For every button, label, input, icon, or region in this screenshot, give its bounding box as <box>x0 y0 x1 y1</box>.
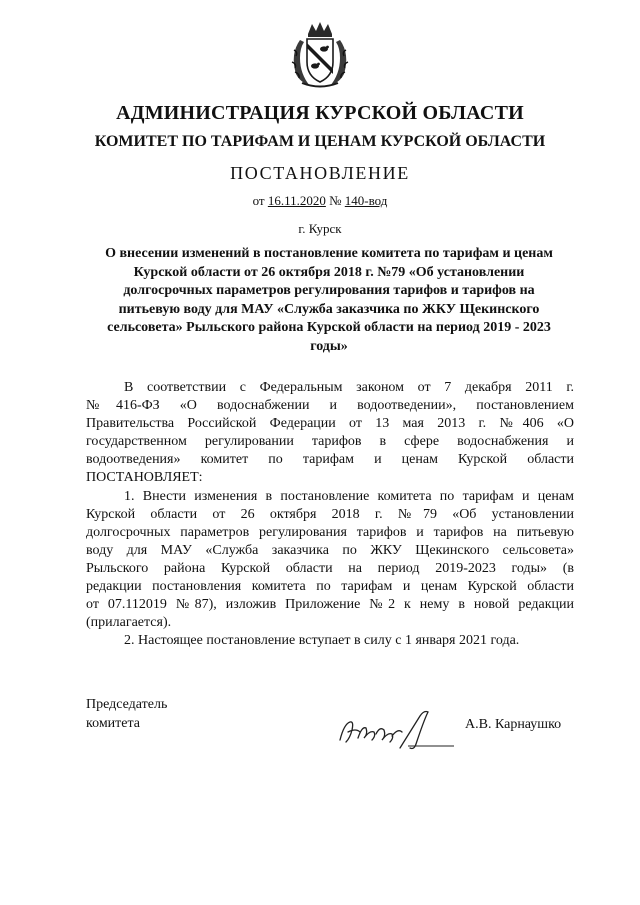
item1-line: Рыльского района Курской области на период 2019-2023 годы» (в <box>86 560 574 576</box>
subject-line: сельсовета» Рыльского района Курской области на период 2019 - 2023 <box>107 320 551 336</box>
item1-line: редакции постановления комитета по тарифам и ценам Курской области <box>86 579 574 595</box>
subject-line: долгосрочных параметров регулирования тарифов и тарифов на <box>123 283 535 299</box>
preamble-line: водоотведения» комитет по тарифам и ценам Курской области <box>86 452 574 468</box>
organization-title: АДМИНИСТРАЦИЯ КУРСКОЙ ОБЛАСТИ <box>116 102 524 124</box>
subject-line: годы» <box>310 338 348 354</box>
document-subject <box>78 245 580 357</box>
preamble-line: Правительства Российской Федерации от 13 мая 2013 г. №406 «О <box>86 416 574 432</box>
kursk-coat-of-arms-icon <box>286 20 354 90</box>
document-date: 16.11.2020 <box>267 193 326 208</box>
document-city: г. Курск <box>298 221 342 236</box>
document-date-number <box>0 193 640 209</box>
preamble-line: государственном регулировании тарифов в сфере водоснабжения и <box>86 434 574 450</box>
preamble-line: №416-ФЗ «О водоснабжении и водоотведении», постановлением <box>86 398 574 414</box>
document-body <box>86 379 574 650</box>
signer-name: А.В. Карнаушко <box>465 717 562 732</box>
item1-line: Курской области от 26 октября 2018 г. №79 «Об установлении <box>86 506 574 522</box>
subject-line: О внесении изменений в постановление комитета по тарифам и ценам <box>105 246 553 261</box>
document-number: 140-вод <box>344 193 388 208</box>
handwritten-signature-icon <box>336 704 456 754</box>
item1-line: (прилагается). <box>86 615 172 631</box>
date-prefix: от <box>252 193 265 208</box>
item1-line: от 07.112019 №87), изложив Приложение №2 к нему в новой редакции <box>86 597 574 613</box>
preamble-line: В соответствии с Федеральным законом от 7 декабря 2011 г. <box>124 380 574 395</box>
item1-line: 1. Внести изменения в постановление комитета по тарифам и ценам <box>124 488 574 504</box>
document-type: ПОСТАНОВЛЕНИЕ <box>230 163 410 183</box>
item1-line: долгосрочных параметров регулирования тарифов и тарифов на питьевую <box>86 524 574 540</box>
committee-title: КОМИТЕТ ПО ТАРИФАМ И ЦЕНАМ КУРСКОЙ ОБЛАСТИ <box>94 133 546 150</box>
item2-line: 2. Настоящее постановление вступает в силу с 1 января 2021 года. <box>124 633 520 649</box>
preamble-line: ПОСТАНОВЛЯЕТ: <box>86 470 203 486</box>
subject-line: питьевую воду для МАУ «Служба заказчика по ЖКУ Щекинского <box>118 301 540 317</box>
signer-position-line1: Председатель <box>86 697 168 712</box>
subject-line: Курской области от 26 октября 2018 г. №79 «Об установлении <box>133 264 525 280</box>
signer-position-line2: комитета <box>86 716 141 731</box>
signer-position <box>86 695 167 733</box>
item1-line: воду для МАУ «Служба заказчика по ЖКУ Щекинского сельсовета» <box>86 542 574 558</box>
number-prefix: № <box>329 193 342 208</box>
